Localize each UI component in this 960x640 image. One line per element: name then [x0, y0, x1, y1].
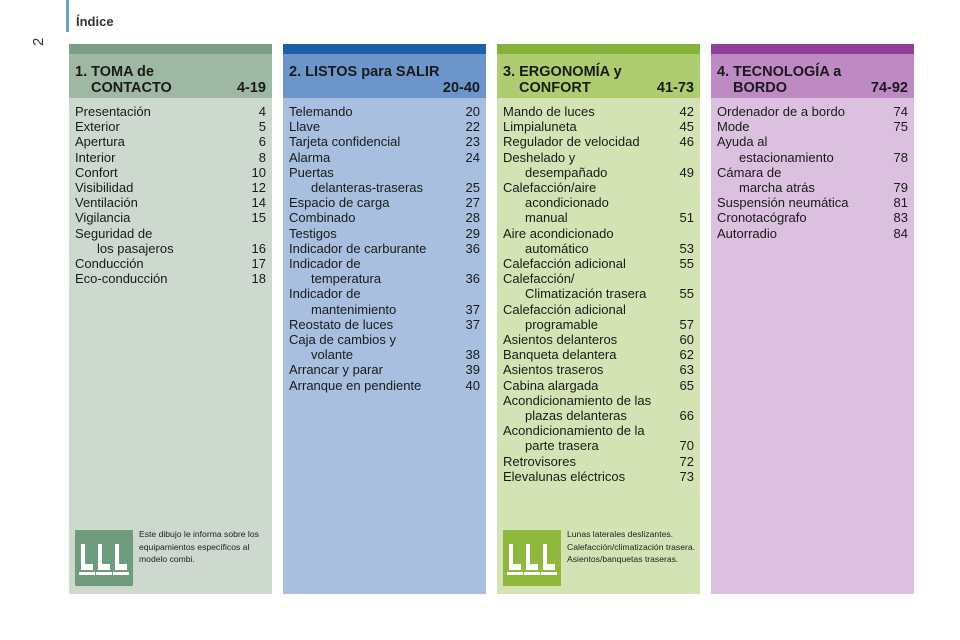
- toc-entry[interactable]: [75, 195, 266, 210]
- toc-entry[interactable]: [503, 347, 694, 362]
- toc-entry[interactable]: [503, 150, 694, 180]
- toc-entry[interactable]: [289, 256, 480, 286]
- toc-entry-label-cont: Climatización trasera: [525, 286, 647, 302]
- toc-entry-label: Telemando: [289, 104, 353, 119]
- toc-entry-label-cont: estacionamiento: [739, 149, 834, 165]
- toc-entry-label: Apertura: [75, 134, 125, 150]
- toc-entry-label: Testigos: [289, 225, 337, 241]
- toc-entry-label: Caja de cambios y: [289, 332, 396, 348]
- toc-entry[interactable]: [75, 180, 266, 195]
- toc-entry[interactable]: [289, 150, 480, 165]
- toc-entry-label: Cámara de: [717, 164, 782, 180]
- toc-entry-page: 25: [465, 180, 480, 196]
- toc-entry-label: Conducción: [75, 256, 144, 272]
- toc-entry[interactable]: [75, 210, 266, 225]
- toc-list: [283, 98, 486, 393]
- combi-note: [503, 528, 696, 588]
- toc-entry-page: 8: [258, 149, 266, 165]
- toc-entry-label: Combinado: [289, 210, 356, 226]
- toc-entry-page: 37: [465, 316, 480, 332]
- toc-entry-page: 46: [679, 134, 694, 150]
- toc-entry-label: Cronotacógrafo: [717, 210, 807, 226]
- toc-entry-label: Ventilación: [75, 195, 138, 211]
- toc-entry-page: 6: [258, 134, 266, 150]
- toc-entry-page: 17: [251, 256, 266, 272]
- toc-entry-page: 79: [893, 180, 908, 196]
- toc-entry-label: Autorradio: [717, 225, 777, 241]
- toc-entry-label-cont: acondicionado: [525, 195, 609, 211]
- toc-entry[interactable]: [717, 210, 908, 225]
- toc-entry-label: Seguridad de: [75, 225, 153, 241]
- toc-entry-page: 10: [251, 164, 266, 180]
- toc-entry-page: 45: [679, 119, 694, 135]
- toc-entry-page: 40: [465, 377, 480, 393]
- toc-entry-page: 38: [465, 347, 480, 363]
- toc-entry-label-cont: delanteras-traseras: [311, 180, 423, 196]
- toc-entry[interactable]: [289, 104, 480, 119]
- toc-entry-label: Arrancar y parar: [289, 362, 383, 378]
- toc-entry-label: Elevalunas eléctricos: [503, 468, 626, 484]
- section-color-bar: [711, 44, 914, 54]
- section-heading[interactable]: [711, 54, 914, 98]
- toc-entry[interactable]: [289, 226, 480, 241]
- toc-entry-label-cont: volante: [311, 347, 353, 363]
- toc-entry[interactable]: [717, 226, 908, 241]
- section-heading[interactable]: [497, 54, 700, 98]
- toc-entry[interactable]: [503, 256, 694, 271]
- toc-entry[interactable]: [75, 119, 266, 134]
- toc-entry[interactable]: [75, 104, 266, 119]
- toc-entry[interactable]: [75, 271, 266, 286]
- section-title-line2: CONTACTO: [91, 80, 172, 96]
- toc-entry-label: Calefacción/aire: [503, 180, 597, 196]
- toc-entry[interactable]: [717, 134, 908, 164]
- toc-entry[interactable]: [717, 195, 908, 210]
- section-color-bar: [69, 44, 272, 54]
- section-heading[interactable]: [283, 54, 486, 98]
- toc-entry-page: 16: [251, 240, 266, 256]
- toc-entry[interactable]: [503, 378, 694, 393]
- toc-section-4: [711, 44, 914, 594]
- section-title-line1: 2. LISTOS para SALIR: [289, 64, 440, 80]
- toc-entry[interactable]: [503, 104, 694, 119]
- toc-entry-label: Llave: [289, 119, 321, 135]
- toc-entry[interactable]: [75, 226, 266, 256]
- toc-entry-label: Mando de luces: [503, 104, 595, 119]
- toc-entry-label-cont: manual: [525, 210, 568, 226]
- toc-entry-page: 62: [679, 347, 694, 363]
- toc-entry-label: Aire acondicionado: [503, 225, 614, 241]
- toc-entry-page: 23: [465, 134, 480, 150]
- toc-entry-page: 5: [258, 119, 266, 135]
- toc-entry-label-cont: marcha atrás: [739, 180, 815, 196]
- toc-entry-label: Reostato de luces: [289, 316, 394, 332]
- toc-entry[interactable]: [503, 180, 694, 226]
- toc-entry-page: 73: [679, 468, 694, 484]
- toc-entry[interactable]: [289, 195, 480, 210]
- toc-entry-page: 24: [465, 149, 480, 165]
- toc-entry[interactable]: [75, 165, 266, 180]
- toc-entry[interactable]: [289, 241, 480, 256]
- section-page-range: 74-92: [870, 80, 908, 96]
- toc-entry-label: Calefacción adicional: [503, 256, 626, 272]
- toc-entry[interactable]: [289, 286, 480, 316]
- toc-entry-page: 39: [465, 362, 480, 378]
- toc-entry[interactable]: [503, 119, 694, 134]
- toc-entry-page: 81: [893, 195, 908, 211]
- toc-entry-label: Asientos traseros: [503, 362, 604, 378]
- toc-entry-page: 18: [251, 271, 266, 287]
- toc-entry-label-cont: automático: [525, 240, 589, 256]
- toc-entry-label: Regulador de velocidad: [503, 134, 640, 150]
- toc-entry-page: 66: [679, 408, 694, 424]
- toc-entry-label: Tarjeta confidencial: [289, 134, 401, 150]
- toc-entry-label-cont: desempañado: [525, 164, 608, 180]
- section-page-range: 41-73: [656, 80, 694, 96]
- section-page-range: 4-19: [236, 80, 266, 96]
- toc-entry[interactable]: [75, 150, 266, 165]
- section-color-bar: [283, 44, 486, 54]
- toc-entry-label: Arranque en pendiente: [289, 377, 422, 393]
- toc-entry-label: Ayuda al: [717, 134, 768, 150]
- page-title: Índice: [76, 14, 114, 29]
- toc-entry-label: Puertas: [289, 164, 334, 180]
- toc-entry-label-cont: mantenimiento: [311, 301, 397, 317]
- section-title-line2: CONFORT: [519, 80, 591, 96]
- toc-entry-page: 60: [679, 332, 694, 348]
- toc-entry-label: Acondicionamiento de las: [503, 392, 652, 408]
- toc-entry-label: Acondicionamiento de la: [503, 423, 645, 439]
- toc-entry-label: Calefacción adicional: [503, 301, 626, 317]
- toc-entry-page: 4: [258, 104, 266, 119]
- toc-entry[interactable]: [289, 119, 480, 134]
- toc-entry[interactable]: [503, 469, 694, 484]
- toc-entry-page: 55: [679, 286, 694, 302]
- toc-entry-label: Alarma: [289, 149, 331, 165]
- toc-entry-label: Vigilancia: [75, 210, 131, 226]
- toc-entry-page: 36: [465, 240, 480, 256]
- toc-entry-page: 49: [679, 164, 694, 180]
- toc-entry-label: Ordenador de a bordo: [717, 104, 845, 119]
- toc-entry-label: Exterior: [75, 119, 120, 135]
- toc-entry-label: Deshelado y: [503, 149, 576, 165]
- toc-entry-page: 51: [679, 210, 694, 226]
- section-color-bar: [497, 44, 700, 54]
- toc-entry-label: Calefacción/: [503, 271, 575, 287]
- toc-entry-label-cont: los pasajeros: [97, 240, 174, 256]
- toc-entry[interactable]: [503, 226, 694, 256]
- toc-entry-label: Mode: [717, 119, 750, 135]
- section-page-range: 20-40: [442, 80, 480, 96]
- section-title-line1: 1. TOMA de: [75, 64, 154, 80]
- toc-entry[interactable]: [503, 362, 694, 377]
- toc-entry-label-cont: programable: [525, 316, 598, 332]
- toc-entry-page: 27: [465, 195, 480, 211]
- toc-entry[interactable]: [289, 317, 480, 332]
- toc-entry[interactable]: [717, 104, 908, 119]
- toc-entry-page: 75: [893, 119, 908, 135]
- toc-entry[interactable]: [289, 134, 480, 149]
- toc-entry-page: 22: [465, 119, 480, 135]
- toc-entry[interactable]: [503, 454, 694, 469]
- toc-entry-page: 29: [465, 225, 480, 241]
- toc-entry-page: 84: [893, 225, 908, 241]
- toc-entry-page: 20: [465, 104, 480, 119]
- section-heading[interactable]: [69, 54, 272, 98]
- toc-section-1: [69, 44, 272, 594]
- section-title-line1: 3. ERGONOMÍA y: [503, 64, 622, 80]
- toc-entry-page: 74: [893, 104, 908, 119]
- toc-entry-label: Cabina alargada: [503, 377, 599, 393]
- toc-entry-label: Suspensión neumática: [717, 195, 849, 211]
- toc-entry[interactable]: [75, 134, 266, 149]
- toc-entry-label: Indicador de: [289, 286, 361, 302]
- toc-entry-label: Visibilidad: [75, 180, 134, 196]
- toc-entry-label: Asientos delanteros: [503, 332, 618, 348]
- toc-entry-label: Confort: [75, 164, 118, 180]
- toc-entry-label-cont: parte trasera: [525, 438, 599, 454]
- toc-entry[interactable]: [503, 271, 694, 301]
- toc-entry-page: 72: [679, 453, 694, 469]
- toc-entry-page: 28: [465, 210, 480, 226]
- toc-entry-page: 83: [893, 210, 908, 226]
- toc-entry-page: 53: [679, 240, 694, 256]
- toc-entry-page: 57: [679, 316, 694, 332]
- seat-icon-box: [75, 530, 133, 586]
- toc-entry-label: Eco-conducción: [75, 271, 168, 287]
- toc-entry-page: 42: [679, 104, 694, 119]
- toc-entry-page: 70: [679, 438, 694, 454]
- toc-entry-page: 15: [251, 210, 266, 226]
- toc-entry[interactable]: [75, 256, 266, 271]
- toc-entry[interactable]: [503, 332, 694, 347]
- toc-entry-label: Banqueta delantera: [503, 347, 617, 363]
- toc-entry-page: 55: [679, 256, 694, 272]
- toc-entry-label: Indicador de: [289, 256, 361, 272]
- note-text: Lunas laterales deslizantes. Calefacción/climatización trasera. Asientos/banquetas traseras.: [567, 529, 696, 564]
- toc-entry[interactable]: [503, 134, 694, 149]
- toc-section-3: [497, 44, 700, 594]
- toc-entry[interactable]: [289, 332, 480, 362]
- toc-entry-page: 36: [465, 271, 480, 287]
- toc-entry[interactable]: [717, 165, 908, 195]
- toc-list: [711, 98, 914, 241]
- sidebar-accent-line: [66, 0, 69, 32]
- toc-entry-label: Presentación: [75, 104, 151, 119]
- toc-entry-page: 37: [465, 301, 480, 317]
- toc-entry-label: Espacio de carga: [289, 195, 390, 211]
- toc-entry-page: 12: [251, 180, 266, 196]
- toc-entry[interactable]: [717, 119, 908, 134]
- toc-entry-label: Indicador de carburante: [289, 240, 427, 256]
- toc-list: [497, 98, 700, 484]
- toc-entry[interactable]: [289, 378, 480, 393]
- toc-entry-page: 63: [679, 362, 694, 378]
- seat-icon-box: [503, 530, 561, 586]
- section-title-line1: 4. TECNOLOGÍA a: [717, 64, 842, 80]
- toc-entry-label: Retrovisores: [503, 453, 576, 469]
- combi-note: [75, 528, 265, 588]
- seat-icon: [503, 530, 561, 586]
- toc-entry-page: 14: [251, 195, 266, 211]
- toc-entry[interactable]: [289, 210, 480, 225]
- toc-entry[interactable]: [289, 362, 480, 377]
- toc-entry-label-cont: plazas delanteras: [525, 408, 627, 424]
- page-number: 2: [30, 37, 47, 46]
- toc-entry-page: 78: [893, 149, 908, 165]
- toc-entry-label-cont: temperatura: [311, 271, 382, 287]
- toc-entry[interactable]: [503, 302, 694, 332]
- toc-entry-label: Limpialuneta: [503, 119, 577, 135]
- note-text: Este dibujo le informa sobre los equipamientos específicos al modelo combi.: [139, 529, 259, 564]
- toc-entry[interactable]: [503, 423, 694, 453]
- toc-list: [69, 98, 272, 286]
- toc-entry[interactable]: [289, 165, 480, 195]
- toc-entry-page: 65: [679, 377, 694, 393]
- toc-entry-label: Interior: [75, 149, 116, 165]
- toc-section-2: [283, 44, 486, 594]
- seat-icon: [75, 530, 133, 586]
- section-title-line2: BORDO: [733, 80, 787, 96]
- toc-entry[interactable]: [503, 393, 694, 423]
